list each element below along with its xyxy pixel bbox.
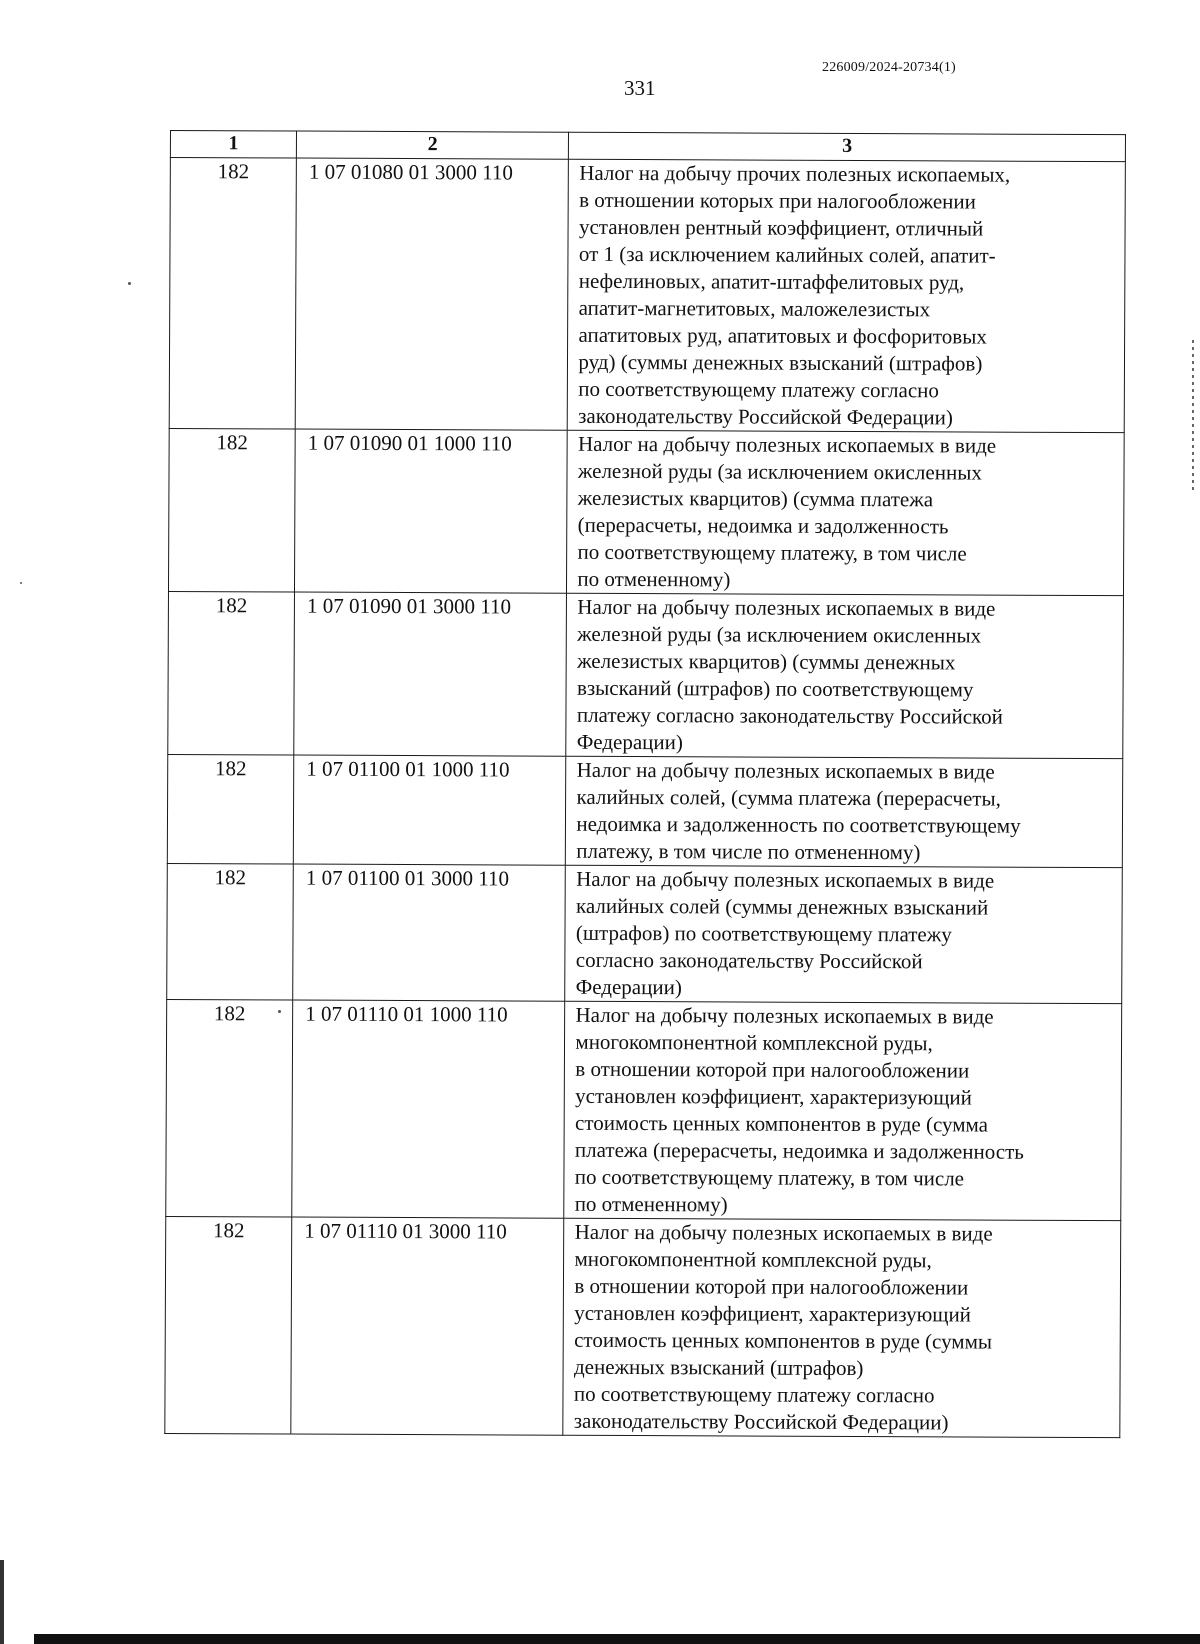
table-header-row xyxy=(170,131,1125,162)
page-number: 331 xyxy=(624,76,656,100)
budget-code-cell: 1 07 01090 01 1000 110 xyxy=(295,429,568,593)
revenue-name-cell: Налог на добычу прочих полезных ископаемых, в отношении которых при налогообложении установлен рентный коэффициент, отличный от 1 (за исключением калийных солей, апатит- нефелиновых, апатит-штаффелитовых руд, апатит-магнетитовых, маложелезистых апатитовых руд, апатитовых и фосфоритовых руд) (суммы денежных взысканий (штрафов) по соответствующему платежу согласно законодательству Российской Федерации) xyxy=(568,159,1126,432)
table-row xyxy=(165,1216,1121,1437)
document-registration-number: 226009/2024-20734(1) xyxy=(822,60,956,75)
budget-code-cell: 1 07 01110 01 1000 110 xyxy=(292,1000,565,1218)
budget-code-cell: 1 07 01100 01 3000 110 xyxy=(293,864,566,1001)
revenue-name-cell: Налог на добычу полезных ископаемых в виде калийных солей, (сумма платежа (перерасчеты, недоимка и задолженность по соответствующему платежу, в том числе по отмененному) xyxy=(566,756,1123,867)
administrator-code-cell: 182 xyxy=(168,591,295,755)
administrator-code-cell: 182 xyxy=(168,428,295,592)
scan-bottom-border xyxy=(34,1634,1200,1644)
table-row xyxy=(168,591,1124,758)
budget-classification-table xyxy=(164,130,1126,1438)
administrator-code-cell: 182 xyxy=(167,863,294,1000)
revenue-name-cell: Налог на добычу полезных ископаемых в виде многокомпонентной комплексной руды, в отношении которой при налогообложении установлен коэффициент, характеризующий стоимость ценных компонентов в руде (суммы денежных взысканий (штрафов) по соответствующему платежу согласно законодательству Российской Федерации) xyxy=(563,1218,1121,1437)
table-row xyxy=(168,428,1124,595)
revenue-name-cell: Налог на добычу полезных ископаемых в виде многокомпонентной комплексной руды, в отношении которой при налогообложении установлен коэффициент, характеризующий стоимость ценных компонентов в руде (сумма платежа (перерасчеты, недоимка и задолженность по соответствующему платежу, в том числе по отмененному) xyxy=(564,1001,1122,1220)
scan-edge-artifact xyxy=(0,1560,4,1644)
column-header-1: 1 xyxy=(170,131,296,159)
table-row xyxy=(169,158,1125,433)
table-row xyxy=(167,863,1123,1003)
table-row xyxy=(166,999,1122,1220)
column-header-3: 3 xyxy=(569,132,1126,161)
scan-edge-artifact xyxy=(1192,340,1194,490)
budget-code-cell: 1 07 01110 01 3000 110 xyxy=(291,1217,564,1435)
administrator-code-cell: 182 xyxy=(167,754,294,864)
scan-speck xyxy=(128,282,131,285)
revenue-name-cell: Налог на добычу полезных ископаемых в виде железной руды (за исключением окисленных железистых кварцитов) (сумма платежа (перерасчеты, недоимка и задолженность по соответствующему платежу, в том числе по отмененному) xyxy=(567,430,1124,595)
administrator-code-cell: 182 xyxy=(166,999,293,1217)
administrator-code-cell: 182 xyxy=(165,1216,292,1434)
scan-speck xyxy=(278,1010,281,1013)
column-header-2: 2 xyxy=(297,131,569,159)
revenue-name-cell: Налог на добычу полезных ископаемых в виде калийных солей (суммы денежных взысканий (штрафов) по соответствующему платежу согласно законодательству Российской Федерации) xyxy=(565,865,1122,1003)
budget-code-cell: 1 07 01100 01 1000 110 xyxy=(293,755,566,865)
budget-code-cell: 1 07 01080 01 3000 110 xyxy=(295,158,568,430)
scan-speck xyxy=(20,582,22,584)
administrator-code-cell: 182 xyxy=(169,158,296,430)
budget-code-cell: 1 07 01090 01 3000 110 xyxy=(294,592,567,756)
revenue-name-cell: Налог на добычу полезных ископаемых в виде железной руды (за исключением окисленных железистых кварцитов) (суммы денежных взысканий (штрафов) по соответствующему платежу согласно законодательству Российской Федерации) xyxy=(566,593,1123,758)
table-row xyxy=(167,754,1122,867)
